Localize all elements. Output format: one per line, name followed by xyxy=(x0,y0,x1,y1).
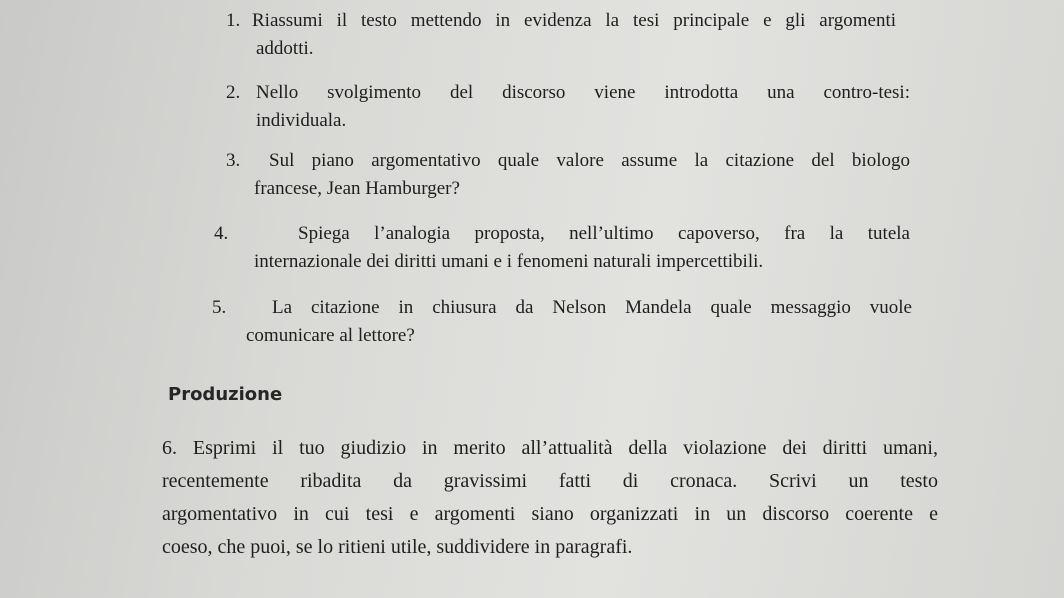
production-line-3: argomentativo in cui tesi e argomenti siano organizzati in un discorso coerente e xyxy=(162,503,938,525)
question-text-line-1: La citazione in chiusura da Nelson Mandela quale messaggio vuole xyxy=(272,297,912,318)
question-number: 1. xyxy=(226,10,241,31)
question-number: 4. xyxy=(214,223,229,244)
question-1 xyxy=(226,7,896,63)
question-2 xyxy=(226,79,910,135)
question-text-line-2: internazionale dei diritti umani e i fenomeni naturali impercettibili. xyxy=(254,251,764,272)
question-4 xyxy=(214,220,910,276)
section-title: Produzione xyxy=(168,384,283,405)
question-text-line-1: Sul piano argomentativo quale valore assume la citazione del biologo xyxy=(269,150,910,171)
question-text-line-1: Spiega l’analogia proposta, nell’ultimo capoverso, fra la tutela xyxy=(298,223,910,244)
production-task xyxy=(162,432,938,564)
question-3 xyxy=(226,147,910,203)
question-text-line-1: Nello svolgimento del discorso viene introdotta una contro-tesi: xyxy=(256,82,910,103)
question-text-line-2: addotti. xyxy=(256,38,314,59)
question-number: 5. xyxy=(212,297,227,318)
question-number: 3. xyxy=(226,150,241,171)
question-text-line-2: comunicare al lettore? xyxy=(246,325,415,346)
question-number: 2. xyxy=(226,82,241,103)
production-line-2: recentemente ribadita da gravissimi fatti di cronaca. Scrivi un testo xyxy=(162,470,938,492)
question-5 xyxy=(212,294,912,350)
question-text-line-2: individuala. xyxy=(256,110,347,131)
production-line-4: coeso, che puoi, se lo ritieni utile, suddividere in paragrafi. xyxy=(162,536,633,558)
question-text-line-2: francese, Jean Hamburger? xyxy=(254,178,460,199)
question-text-line-1: Riassumi il testo mettendo in evidenza la tesi principale e gli argomenti xyxy=(252,10,896,31)
production-line-1: 6. Esprimi il tuo giudizio in merito all’attualità della violazione dei diritti umani, xyxy=(162,437,938,459)
